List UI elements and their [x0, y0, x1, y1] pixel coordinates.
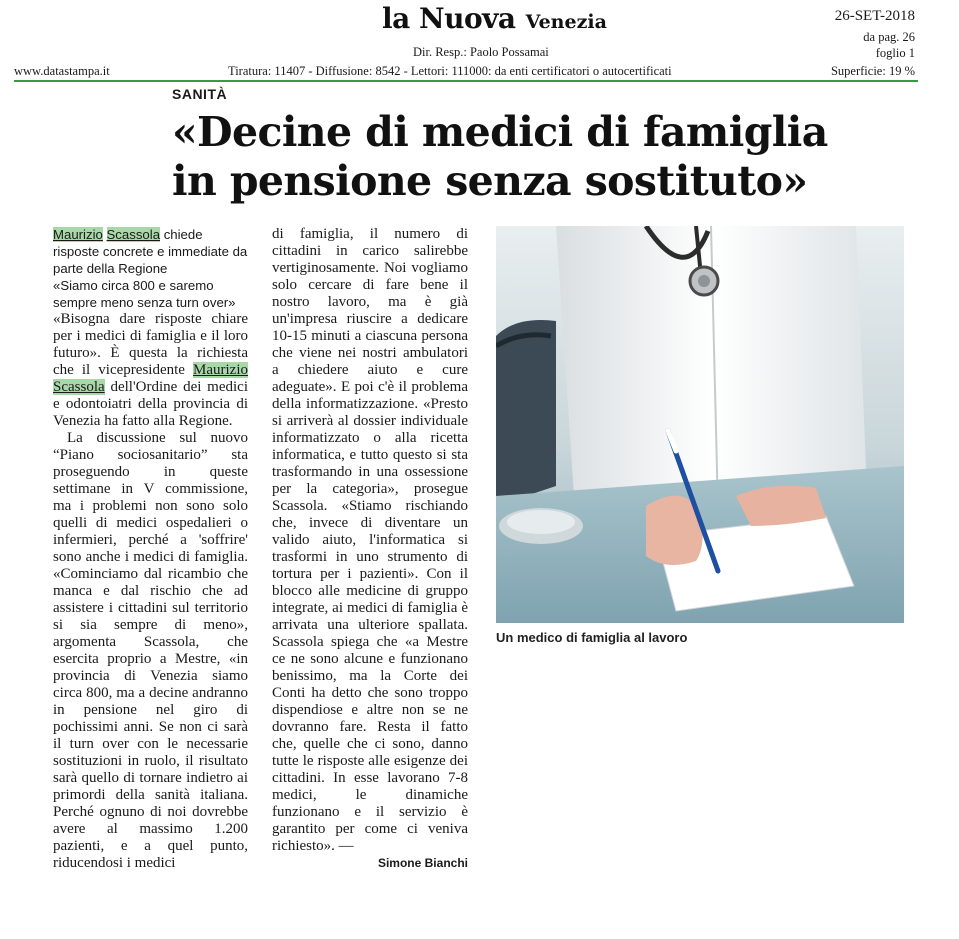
source-site: www.datastampa.it	[14, 64, 110, 78]
page-number: da pag. 26	[863, 30, 915, 44]
doctor-writing-photo	[496, 226, 904, 623]
photo-caption: Un medico di famiglia al lavoro	[496, 630, 688, 645]
paragraph: La discussione sul nuovo “Piano sociosanitario” sta proseguendo in queste settimane in V commissione, ma i problemi non sono solo quelli di medici ospedalieri o infermieri, perché a 'soffrire' sono anche i medici di famiglia. «Cominciamo dal ricambio che manca e dal rischio che ad assistere i cittadini sul territorio si sia sempre di meno», argomenta Scassola, che esercita proprio a Mestre, «in provincia di Venezia siamo circa 800, ma a decine andranno in pensione nel giro di pochissimi anni. Se non ci sarà il turn over con le necessarie sostituzioni in ruolo, il risultato sarà quello di tornare indietro ai primordi della sanità italiana. Perché ognuno di noi dovrebbe avere al massimo 1.200 pazienti, e a quel punto, riducendosi i medici	[53, 430, 248, 871]
article-summary-quote: «Siamo circa 800 e saremo sempre meno senza turn over»	[53, 278, 236, 310]
circulation-info: Tiratura: 11407 - Diffusione: 8542 - Lettori: 111000: da enti certificatori o autocertificati	[228, 64, 672, 78]
headline-line-1: «Decine di medici di famiglia	[172, 108, 828, 156]
newspaper-logo	[382, 2, 607, 35]
article-column-1	[53, 226, 248, 872]
paragraph: di famiglia, il numero di cittadini in carico salirebbe vertiginosamente. Noi vogliamo solo cercare di fare bene il nostro lavoro, ma è già un'impresa riuscire a dedicare 10-15 minuti a ciascuna persona che viene nei nostri ambulatori a chiedere aiuto e cure adeguate». E poi c'è il problema della informatizzazione. «Presto si arriverà al dossier individuale informatizzato o alla ricetta informatica, e tutto questo si sta trasformando in una ossessione per la categoria», prosegue Scassola. «Stiamo rischiando che, invece di diventare un valido aiuto, l'informatica si trasformi in uno strumento di tortura per i pazienti». Con il blocco alle medicine di gruppo integrate, ai medici di famiglia è arrivata una ulteriore spallata. Scassola spiega che «a Mestre ce ne sono alcune e funzionano benissimo, ma la Corte dei Conti ha detto che sono troppo dispendiose e altre non se ne dovranno fare. Resta il fatto che, quelle che ci sono, danno tutte le risposte alle esigenze dei cittadini. In esse lavorano 7-8 medici, le dinamiche funzionano e il servizio è garantito per come ci veniva richiesto». —	[272, 226, 468, 854]
page-info	[863, 29, 915, 61]
logo-city: Venezia	[525, 11, 607, 33]
article-column-2	[272, 226, 468, 872]
highlighted-name: Scassola	[53, 379, 105, 395]
header-rule	[14, 80, 918, 82]
highlighted-name: Maurizio	[53, 227, 103, 242]
logo-main: la Nuova	[382, 2, 516, 35]
article-summary	[53, 226, 248, 277]
headline-line-2: in pensione senza sostituto»	[172, 157, 808, 205]
paragraph	[53, 311, 248, 430]
highlighted-name: Maurizio	[193, 362, 248, 378]
paragraph-text: «Bisogna dare risposte chiare per i medici di famiglia e il loro futuro». È questa la richiesta che il vicepresidente	[53, 311, 248, 378]
highlighted-name: Scassola	[106, 227, 161, 242]
section-label: SANITÀ	[172, 86, 228, 102]
headline	[172, 108, 932, 206]
article-photo	[496, 226, 904, 623]
summary-text: chiede risposte concrete e immediate da parte della Regione	[53, 227, 248, 276]
publication-date: 26-SET-2018	[834, 8, 915, 24]
masthead	[0, 0, 959, 84]
sheet-number: foglio 1	[875, 46, 915, 60]
paragraph-text: dell'Ordine dei medici e odontoiatri della provincia di Venezia ha fatto alla Regione.	[53, 379, 248, 429]
byline: Simone Bianchi	[377, 856, 468, 870]
surface-info: Superficie: 19 %	[830, 64, 915, 78]
editor-in-chief: Dir. Resp.: Paolo Possamai	[413, 45, 549, 59]
